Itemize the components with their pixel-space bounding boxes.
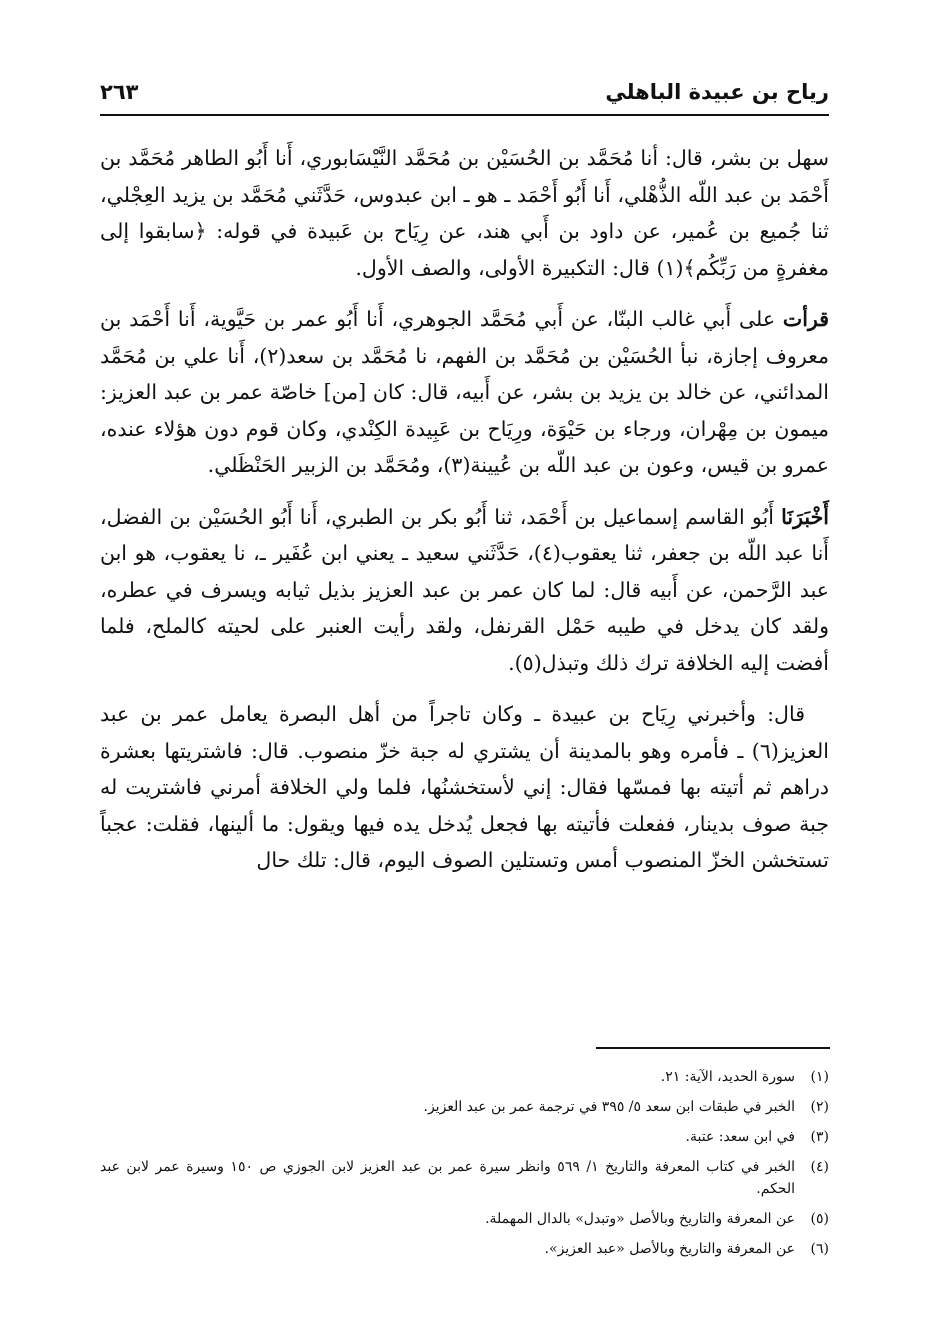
footnote-number: (١) — [810, 1069, 829, 1085]
footnote-text: في ابن سعد: عتبة. — [685, 1129, 795, 1145]
paragraph-text: قال: وأخبرني رِيَاح بن عبيدة ـ وكان تاجراً من أهل البصرة يعامل عمر بن عبد العزيز(٦) ـ فأمره وهو بالمدينة أن يشتري له جبة خزّ منصوب. قال: فاشتريتها بعشرة دراهم ثم أتيته بها فمسّها فقال: إني لأستخشنُها، فلما ولي الخلافة أمرني فاشتريت له جبة صوف بدينار، ففعلت فأتيته بها فجعل يُدخل يده فيها ويقول: ما ألينها، فقلت: عجباً تستخشن الخزّ المنصوب أمس وتستلين الصوف اليوم، قال: تلك حال — [100, 702, 829, 872]
footnote-number: (٤) — [810, 1159, 829, 1175]
footnote-item — [100, 1066, 829, 1088]
footnote-item — [100, 1096, 829, 1118]
footnote-separator — [596, 1047, 830, 1049]
footnote-text: الخبر في طبقات ابن سعد ٥/ ٣٩٥ في ترجمة عمر بن عبد العزيز. — [423, 1099, 795, 1115]
paragraph-text: أَبُو القاسم إسماعيل بن أَحْمَد، ثنا أَبُو بكر بن الطبري، أَنا أَبُو الحُسَيْن بن الفضل، أَنا عبد اللّه بن جعفر، ثنا يعقوب(٤)، حَدَّثَني سعيد ـ يعني ابن عُفَير ـ، نا يعقوب، هو ابن عبد الرَّحمن، عن أَبيه قال: لما كان عمر بن عبد العزيز بذيل ثيابه ويسرف في عطره، ولقد كان يدخل في طيبه حَمْل القرنفل، ولقد رأيت العنبر على لحيته كالملح، فلما أفضت إليه الخلافة ترك ذلك وتبذل(٥). — [100, 504, 829, 675]
page-number: ٢٦٣ — [100, 80, 139, 104]
paragraph-lead-word: أَخْبَرَنَا — [781, 504, 829, 529]
footnote-text: عن المعرفة والتاريخ وبالأصل «عبد العزيز». — [544, 1241, 795, 1257]
paragraph-lead-word: قرأت — [782, 307, 829, 331]
footnote-text: سورة الحديد، الآية: ٢١. — [660, 1069, 795, 1085]
footnotes — [100, 1066, 829, 1268]
footnote-item — [100, 1238, 829, 1260]
footnote-text: الخبر في كتاب المعرفة والتاريخ ١/ ٥٦٩ وانظر سيرة عمر بن عبد العزيز لابن الجوزي ص ١٥٠ وسيرة عمر لابن عبد الحكم. — [100, 1159, 795, 1197]
chapter-title: رياح بن عبيدة الباهلي — [605, 80, 829, 104]
paragraph-2 — [100, 301, 829, 484]
footnote-text: عن المعرفة والتاريخ وبالأصل «وتبدل» بالدال المهملة. — [485, 1211, 795, 1227]
paragraph-1 — [100, 140, 829, 286]
footnote-number: (٥) — [810, 1211, 829, 1227]
footnote-item — [100, 1208, 829, 1230]
running-header — [100, 78, 829, 116]
footnote-item — [100, 1126, 829, 1148]
footnote-number: (٢) — [810, 1099, 829, 1115]
footnote-number: (٦) — [810, 1241, 829, 1257]
main-text — [100, 140, 829, 894]
paragraph-text: سهل بن بشر، قال: أنا مُحَمَّد بن الحُسَيْن بن مُحَمَّد النَّيْسَابوري، أَنا أَبُو الطاهر مُحَمَّد بن أَحْمَد بن عبد اللّه الذُّهْلي، أَنا أَبُو أَحْمَد ـ هو ـ ابن عبدوس، حَدَّثَني مُحَمَّد بن يزيد العِجْلي، ثنا جُميع بن عُمير، عن داود بن أَبي هند، عن رِيَاح بن عَبيدة في قوله: ﴿سابقوا إلى مغفرةٍ من رَبِّكُم﴾(١) قال: التكبيرة الأولى، والصف الأول. — [100, 146, 829, 280]
footnote-number: (٣) — [810, 1129, 829, 1145]
paragraph-3 — [100, 499, 829, 682]
paragraph-4 — [100, 696, 829, 879]
paragraph-text: على أَبي غالب البنّا، عن أَبي مُحَمَّد الجوهري، أَنا أَبُو عمر بن حَيَّوية، أَنا أَحْمَد بن معروف إجازة، نبأ الحُسَيْن بن مُحَمَّد بن الفهم، نا مُحَمَّد بن سعد(٢)، أَنا علي بن مُحَمَّد المدائني، عن خالد بن يزيد بن بشر، عن أَبيه، قال: كان [من] خاصّة عمر بن عبد العزيز: ميمون بن مِهْران، ورجاء بن حَيْوَة، ورِيَاح بن عَبِيدة الكِنْدي، وكان قوم دون هؤلاء عنده، عمرو بن قيس، وعون بن عبد اللّه بن عُيينة(٣)، ومُحَمَّد بن الزبير الحَنْظَلي. — [100, 307, 829, 477]
footnote-item — [100, 1156, 829, 1200]
